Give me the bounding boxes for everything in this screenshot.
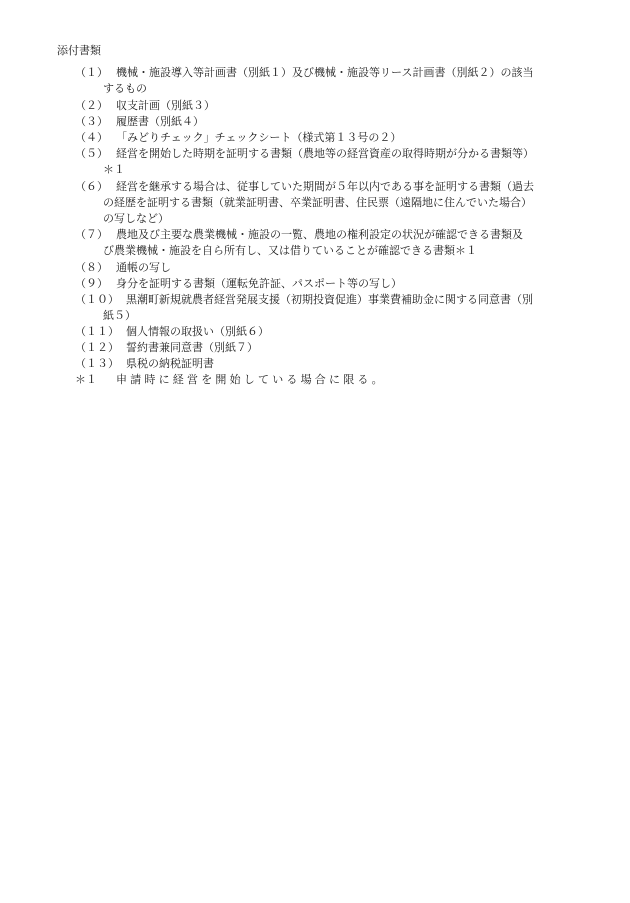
- item-9-number: （９）: [75, 277, 108, 290]
- item-5-number: （５）: [75, 147, 108, 160]
- item-10-line-1: 黒潮町新規就農者経営発展支援（初期投資促進）事業費補助金に関する同意書（別: [126, 293, 533, 306]
- item-2-line-1: 収支計画（別紙３）: [116, 99, 215, 112]
- item-10-line-2: 紙５）: [103, 309, 136, 322]
- item-13-number: （１３）: [75, 357, 119, 370]
- item-12-number: （１２）: [75, 341, 119, 354]
- note-text: 申請時に経営を開始している場合に限る。: [116, 373, 386, 386]
- item-2-number: （２）: [75, 99, 108, 112]
- item-6-line-3: の写しなど）: [103, 212, 169, 225]
- item-1-line-2: するもの: [103, 82, 147, 95]
- item-4-number: （４）: [75, 131, 108, 144]
- item-7-number: （７）: [75, 228, 108, 241]
- item-11-line-1: 個人情報の取扱い（別紙６）: [126, 325, 269, 338]
- item-6-line-1: 経営を継承する場合は、従事していた期間が５年以内である事を証明する書類（過去: [116, 180, 534, 193]
- attachments-heading: 添付書類: [57, 44, 101, 57]
- item-5-line-2: ＊１: [103, 163, 125, 176]
- item-10-number: （１０）: [75, 293, 119, 306]
- item-1-number: （１）: [75, 66, 108, 79]
- item-12-line-1: 誓約書兼同意書（別紙７）: [126, 341, 258, 354]
- item-4-line-1: 「みどりチェック」チェックシート（様式第１３号の２）: [116, 131, 402, 144]
- item-1-line-1: 機械・施設導入等計画書（別紙１）及び機械・施設等リース計画書（別紙２）の該当: [116, 66, 534, 79]
- item-6-line-2: の経歴を証明する書類（就業証明書、卒業証明書、住民票（遠隔地に住んでいた場合）: [103, 196, 532, 209]
- item-8-line-1: 通帳の写し: [116, 261, 171, 274]
- item-3-number: （３）: [75, 115, 108, 128]
- item-7-line-2: び農業機械・施設を自ら所有し、又は借りていることが確認できる書類＊１: [103, 244, 477, 257]
- item-7-line-1: 農地及び主要な農業機械・施設の一覧、農地の権利設定の状況が確認できる書類及: [116, 228, 523, 241]
- item-13-line-1: 県税の納税証明書: [126, 357, 214, 370]
- item-9-line-1: 身分を証明する書類（運転免許証、パスポート等の写し）: [116, 277, 402, 290]
- item-11-number: （１１）: [75, 325, 119, 338]
- item-5-line-1: 経営を開始した時期を証明する書類（農地等の経営資産の取得時期が分かる書類等）: [116, 147, 534, 160]
- item-6-number: （６）: [75, 180, 108, 193]
- item-8-number: （８）: [75, 261, 108, 274]
- item-3-line-1: 履歴書（別紙４）: [116, 115, 204, 128]
- note-mark: ＊１: [75, 373, 97, 386]
